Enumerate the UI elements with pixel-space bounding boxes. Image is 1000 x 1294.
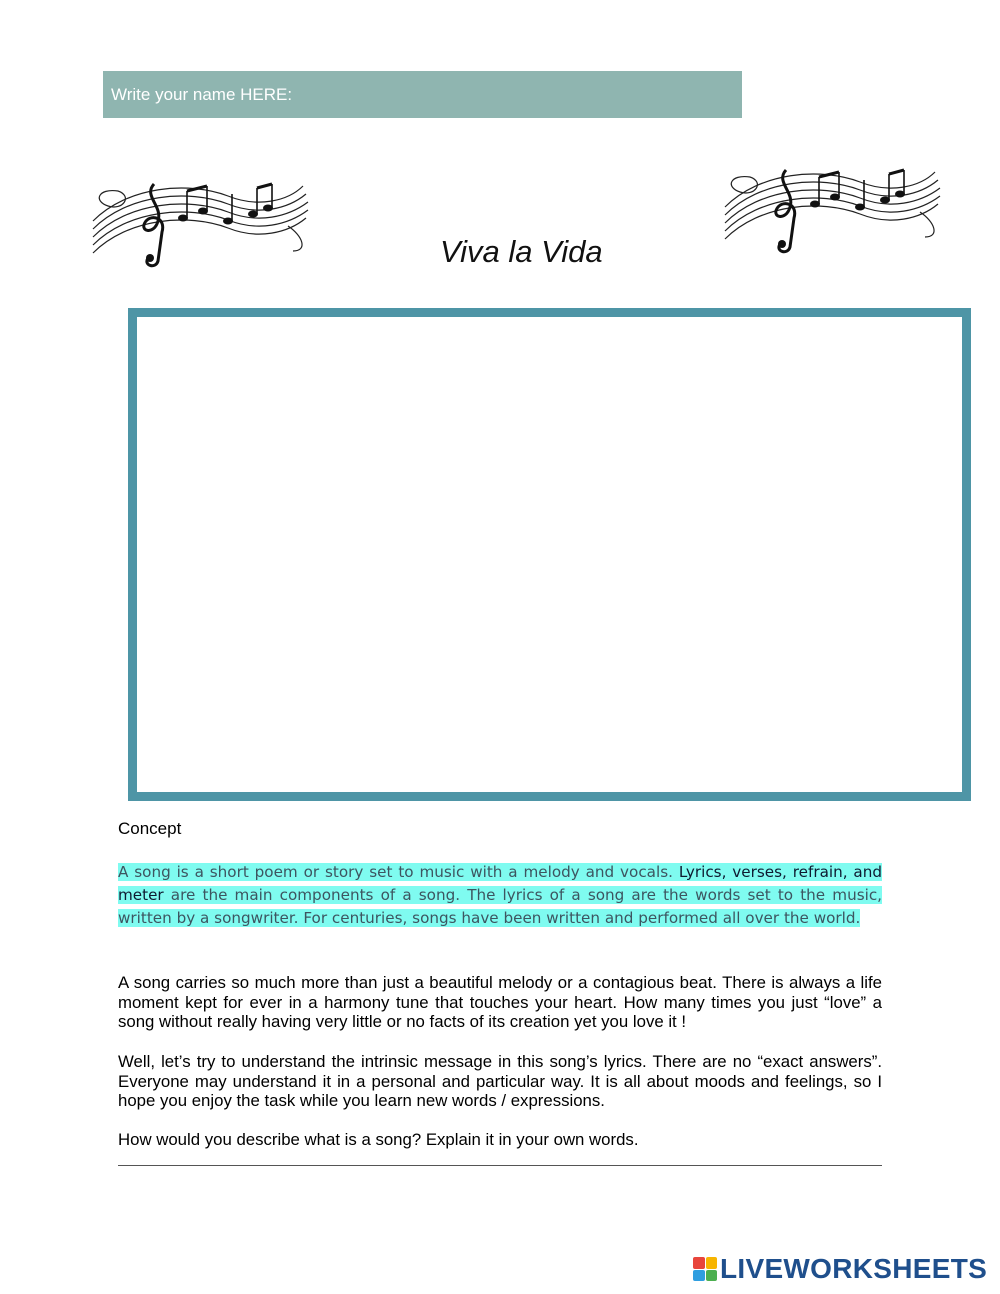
liveworksheets-logo xyxy=(693,1254,987,1284)
name-input-bar[interactable] xyxy=(103,71,742,118)
name-label: Write your name HERE: xyxy=(111,84,293,104)
concept-heading: Concept xyxy=(118,819,182,838)
music-notes-right-icon xyxy=(720,152,946,256)
music-notes-left-icon xyxy=(88,166,314,270)
intro-text-components: Lyrics, verses, refrain, and meter xyxy=(118,863,882,904)
logo-icon xyxy=(693,1257,717,1281)
page-title: Viva la Vida xyxy=(440,234,603,269)
answer-field[interactable] xyxy=(118,1165,882,1166)
intro-paragraph xyxy=(118,861,882,930)
logo-text: LIVEWORKSHEETS xyxy=(720,1253,988,1284)
intro-text-part1: A song is a short poem or story set to music with a melody and vocals. xyxy=(118,863,679,881)
question-text: How would you describe what is a song? Explain it in your own words. xyxy=(118,1130,639,1149)
paragraph-task-intro: Well, let’s try to understand the intrinsic message in this song’s lyrics. There are no “exact answers”. Everyone may understand it in a personal and particular way. It is all about moods and feelings, so I hope you enjoy the task while you learn new words / expressions. xyxy=(118,1052,882,1110)
paragraph-song-meaning: A song carries so much more than just a beautiful melody or a contagious beat. There is always a life moment kept for ever in a harmony tune that touches your heart. How many times you just “love” a song without really having very little or no facts of its creation yet you love it ! xyxy=(118,973,882,1031)
media-frame xyxy=(128,308,971,801)
intro-text-part3: are the main components of a song. The lyrics of a song are the words set to the music, written by a songwriter. For centuries, songs have been written and performed all over the world. xyxy=(118,886,882,927)
